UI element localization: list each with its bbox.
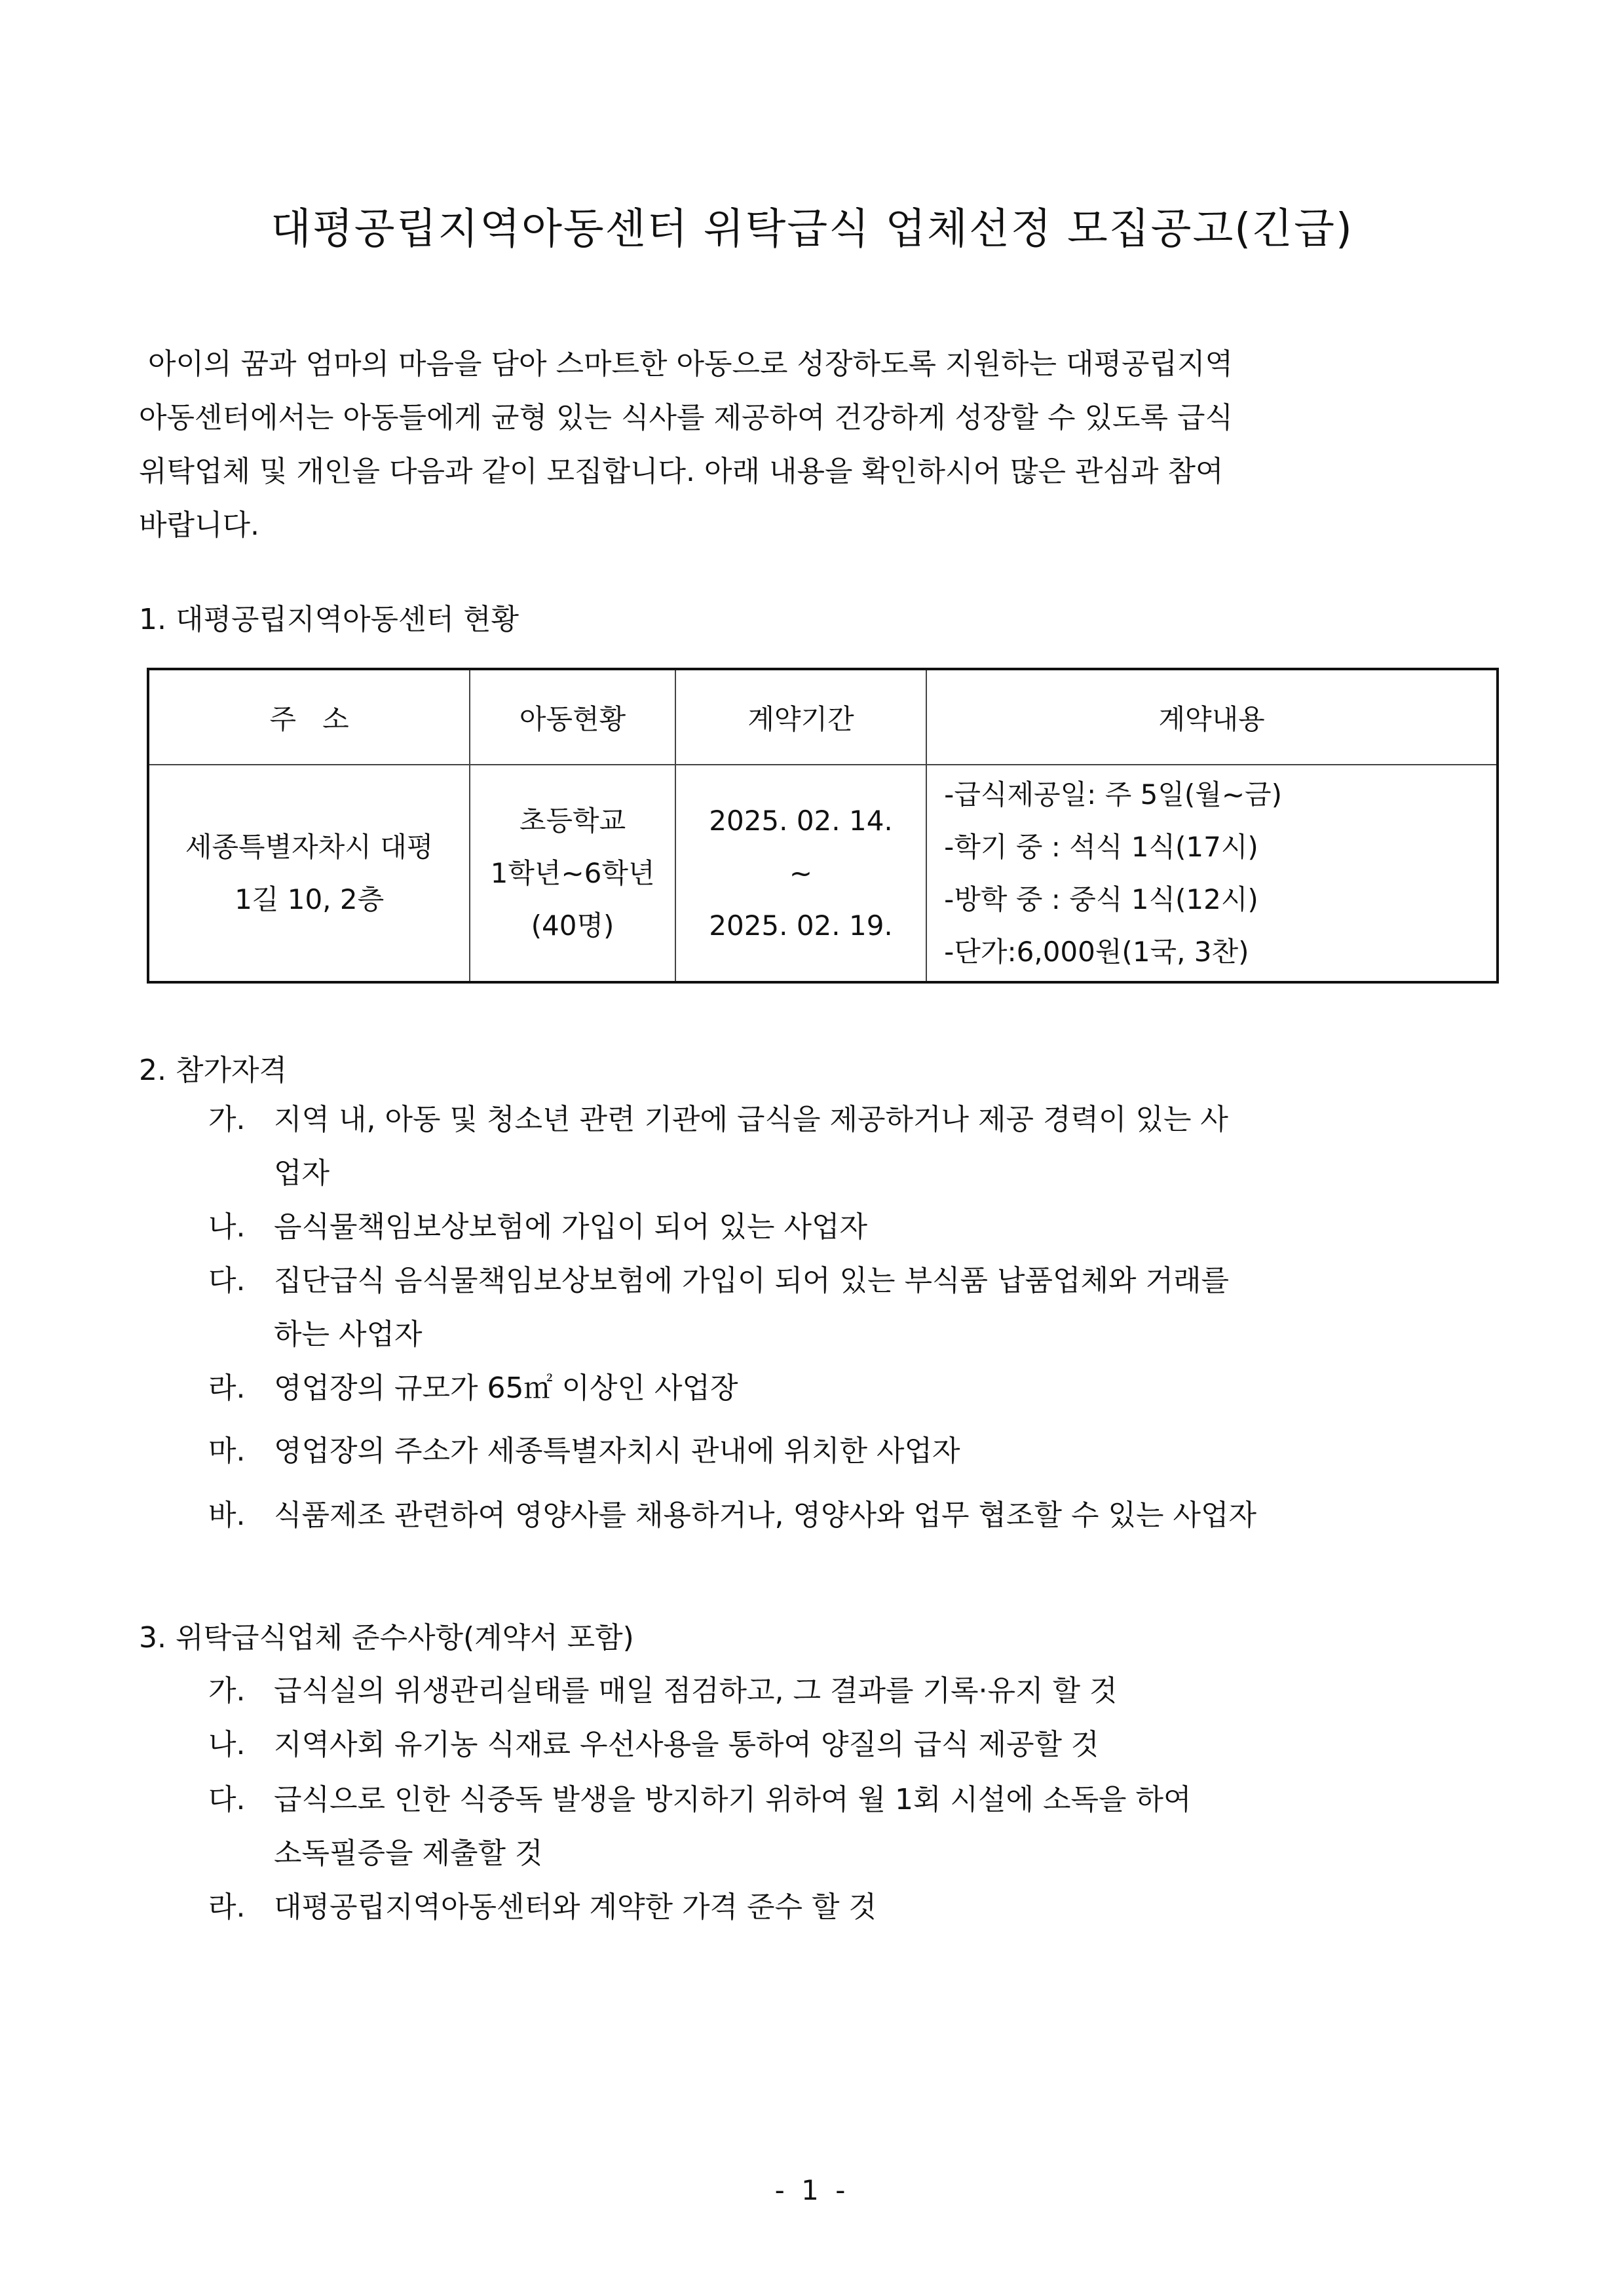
- item-text: 지역사회 유기농 식재료 우선사용을 통하여 양질의 급식 제공할 것: [274, 1728, 1099, 1761]
- item-text-continued: 하는 사업자: [274, 1318, 423, 1351]
- item-marker: 라.: [208, 1890, 246, 1924]
- children-line: 초등학교: [519, 804, 626, 837]
- header-period: 계약기간: [675, 669, 926, 765]
- section-3-title: 3. 위탁급식업체 준수사항(계약서 포함): [139, 1621, 634, 1655]
- contract-line: -단가:6,000원(1국, 3찬): [944, 935, 1249, 968]
- item-text: 음식물책임보상보험에 가입이 되어 있는 사업자: [274, 1210, 868, 1244]
- address-line: 1길 10, 2층: [235, 883, 385, 915]
- table-row: [148, 765, 1498, 982]
- item-marker: 라.: [208, 1371, 246, 1405]
- header-address: 주 소: [148, 669, 470, 765]
- address-cell: [148, 765, 470, 982]
- compliance-item: [208, 1664, 1499, 1718]
- qualification-item: [208, 1362, 1499, 1415]
- children-line: (40명): [531, 909, 614, 942]
- contract-cell: [926, 765, 1498, 982]
- period-line: 2025. 02. 14.: [709, 804, 893, 837]
- intro-line: 바랍니다.: [139, 508, 260, 542]
- qualification-item: [208, 1093, 1499, 1200]
- address-line: 세종특별자차시 대평: [185, 830, 434, 863]
- item-marker: 가.: [208, 1674, 246, 1708]
- page-title: 대평공립지역아동센터 위탁급식 업체선정 모집공고(긴급): [271, 205, 1353, 254]
- contract-line: -방학 중 : 중식 1식(12시): [944, 883, 1258, 915]
- period-cell: [675, 765, 926, 982]
- item-text: 급식으로 인한 식중독 발생을 방지하기 위하여 월 1회 시설에 소독을 하여: [274, 1783, 1192, 1816]
- item-text: 급식실의 위생관리실태를 매일 점검하고, 그 결과를 기록·유지 할 것: [274, 1674, 1118, 1708]
- item-text: 식품제조 관련하여 영양사를 채용하거나, 영양사와 업무 협조할 수 있는 사업자: [274, 1499, 1256, 1532]
- section-2-title: 2. 참가자격: [139, 1054, 287, 1087]
- item-marker: 바.: [208, 1499, 246, 1532]
- header-children: 아동현황: [470, 669, 675, 765]
- compliance-item: [208, 1718, 1499, 1772]
- compliance-item: [208, 1773, 1499, 1881]
- item-marker: 마.: [208, 1434, 246, 1468]
- contract-line: -학기 중 : 석식 1식(17시): [944, 830, 1258, 863]
- period-line: 2025. 02. 19.: [709, 909, 893, 942]
- item-marker: 나.: [208, 1728, 246, 1761]
- qualification-item: [208, 1254, 1499, 1362]
- item-text: 영업장의 규모가 65㎡ 이상인 사업장: [274, 1371, 738, 1405]
- contract-line: -급식제공일: 주 5일(월~금): [944, 778, 1283, 811]
- item-text-continued: 소독필증을 제출할 것: [274, 1837, 543, 1870]
- intro-line: 아동센터에서는 아동들에게 균형 있는 식사를 제공하여 건강하게 성장할 수 있도록 급식: [139, 401, 1234, 434]
- qualification-item: [208, 1489, 1499, 1542]
- compliance-item: [208, 1881, 1499, 1934]
- intro-line: 위탁업체 및 개인을 다음과 같이 모집합니다. 아래 내용을 확인하시어 많은 관심과 참여: [139, 455, 1224, 488]
- intro-line: 아이의 꿈과 엄마의 마음을 담아 스마트한 아동으로 성장하도록 지원하는 대평공립지역: [139, 347, 1234, 381]
- item-marker: 나.: [208, 1210, 246, 1244]
- center-status-table: [147, 668, 1499, 984]
- item-text: 지역 내, 아동 및 청소년 관련 기관에 급식을 제공하거나 제공 경력이 있는 사: [274, 1103, 1228, 1136]
- item-marker: 다.: [208, 1783, 246, 1816]
- period-line: ~: [789, 856, 813, 889]
- qualification-item: [208, 1200, 1499, 1254]
- table-header-row: [148, 669, 1498, 765]
- section-1-title: 1. 대평공립지역아동센터 현황: [139, 603, 519, 636]
- item-text: 대평공립지역아동센터와 계약한 가격 준수 할 것: [274, 1890, 877, 1924]
- item-text-continued: 업자: [274, 1157, 330, 1190]
- page-number: - 1 -: [774, 2174, 850, 2206]
- children-line: 1학년~6학년: [490, 856, 655, 889]
- item-text: 집단급식 음식물책임보상보험에 가입이 되어 있는 부식품 납품업체와 거래를: [274, 1264, 1230, 1297]
- header-contract: 계약내용: [926, 669, 1498, 765]
- item-text: 영업장의 주소가 세종특별자치시 관내에 위치한 사업자: [274, 1434, 960, 1468]
- item-marker: 가.: [208, 1103, 246, 1136]
- intro-paragraph: [139, 337, 1495, 552]
- qualification-item: [208, 1425, 1499, 1478]
- children-cell: [470, 765, 675, 982]
- item-marker: 다.: [208, 1264, 246, 1297]
